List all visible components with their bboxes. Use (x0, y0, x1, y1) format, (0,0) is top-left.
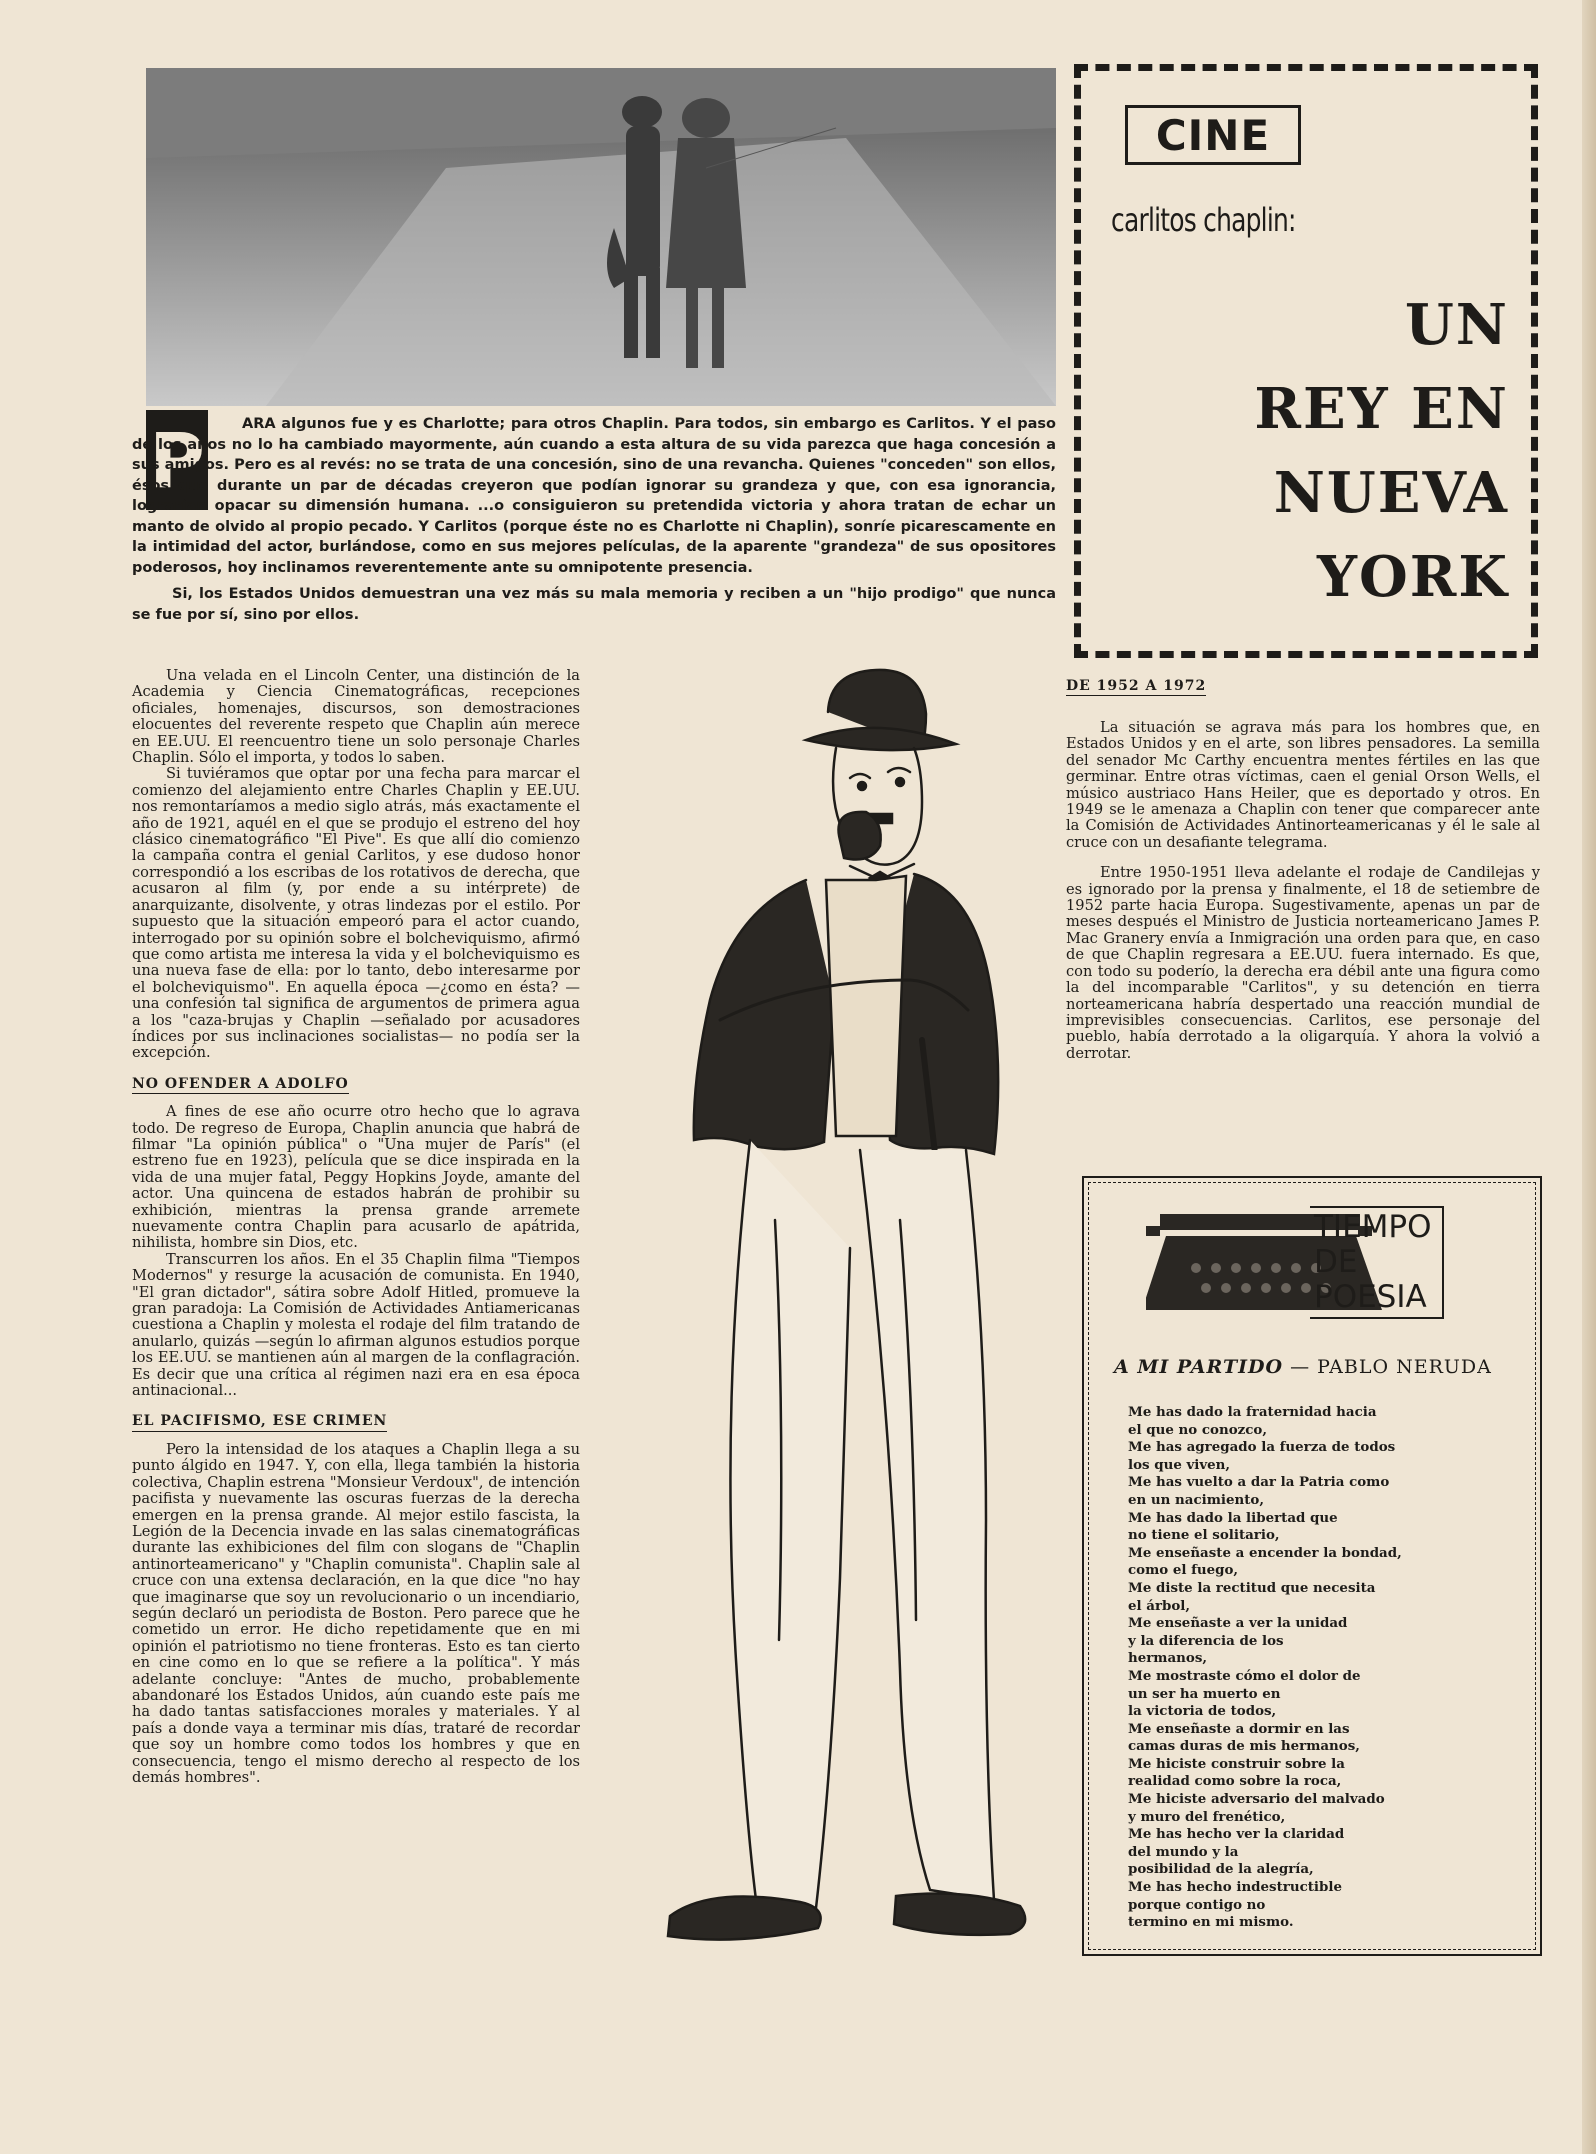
chaplin-illustration (600, 660, 1050, 1960)
poem-line: y la diferencia de los (1128, 1632, 1284, 1649)
poem-line: hermanos, (1128, 1650, 1208, 1667)
poem-line: los que viven, (1128, 1456, 1231, 1473)
poem-line: Me has hecho indestructible (1128, 1879, 1342, 1896)
poetry-box (1082, 1176, 1542, 1956)
poem-line: Me has dado la fraternidad hacia (1128, 1404, 1377, 1420)
poem-line: Me has vuelto a dar la Patria como (1128, 1474, 1390, 1491)
kicker: carlitos chaplin: (1111, 201, 1296, 239)
poem-line: la victoria de todos, (1128, 1703, 1277, 1720)
poem-author: — PABLO NERUDA (1290, 1356, 1492, 1378)
poem-title: A MI PARTIDO (1114, 1356, 1284, 1378)
poem-line: Me enseñaste a encender la bondad, (1128, 1544, 1402, 1561)
poem-line: termino en mi mismo. (1128, 1914, 1294, 1931)
poem-line: Me has dado la libertad que (1128, 1509, 1338, 1526)
drop-cap: P (146, 410, 208, 510)
headline (1109, 283, 1509, 619)
body-paragraph: Entre 1950-1951 lleva adelante el rodaje de Candilejas y es ignorado por la prensa y finalmente, el 18 de setiembre de 1952 parte hacia Europa. Sugestivamente, apenas un par de meses después el Ministro de Justicia norteamericano James P. Mac Granery envía a Inmigración una orden para que, en caso de que Chaplin regresara a EE.UU. fuera internado. Es que, con todo su poderío, la derecha era débil ante una figura como la del incomparable "Carlitos", y su detención en tierra norteamericana habría despertado una reacción mundial de imprevisibles consecuencias. Carlitos, ese personaje del pueblo, había derrotado a la oligarquía. Y ahora la volvió a derrotar. (1066, 864, 1540, 1062)
body-paragraph: Una velada en el Lincoln Center, una distinción de la Academia y Ciencia Cinematográficas, recepciones oficiales, homenajes, discursos, son demostraciones elocuentes del reverente respeto que Chaplin aún merece en EE.UU. El reencuentro tiene un solo personaje Charles Chaplin. Sólo el importa, y todos lo saben. (132, 667, 580, 767)
subhead: EL PACIFISMO, ESE CRIMEN (132, 1413, 387, 1431)
poem-line: en un nacimiento, (1128, 1491, 1264, 1508)
article-column-right (1066, 720, 1540, 1062)
poem-line: el que no conozco, (1128, 1421, 1267, 1438)
poetry-section-title-line: TIEMPO (1314, 1209, 1432, 1245)
headline-line: REY EN (1254, 376, 1509, 442)
body-paragraph: La situación se agrava más para los hombres que, en Estados Unidos y en el arte, son libres pensadores. La semilla del senador Mc Carthy encuentra mentes fértiles en las que germinar. Entre otras víctimas, caen el genial Orson Wells, el músico austriaco Hans Heiler, que es deportado y otros. En 1949 se le amenaza a Chaplin con tener que comparecer ante la Comisión de Actividades Antinorteamericanas y él le sale al cruce con un desafiante telegrama. (1066, 719, 1540, 851)
poem-line: Me has agregado la fuerza de todos (1128, 1439, 1396, 1456)
poetry-section-title-line: DE (1314, 1244, 1358, 1280)
poem-line: camas duras de mis hermanos, (1128, 1738, 1360, 1755)
lead-paragraph-1: ARA algunos fue y es Charlotte; para otros Chaplin. Para todos, sin embargo es Carlitos. Y el paso de los años no lo ha cambiado mayormente, aún cuando a esta altura de su vida parezca que haga concesión a sus amigos. Pero es al revés: no se trata de una concesión, sino de una revancha. Quienes "conceden" son ellos, ésos que durante un par de décadas creyeron que podían ignorar su grandeza y que, con esa ignorancia, lograrían opacar su dimensión humana. ...o consiguieron su pretendida victoria y ahora tratan de echar un manto de olvido al propio pecado. Y Carlitos (porque éste no es Charlotte ni Chaplin), sonríe picarescamente en la intimidad del actor, burlándose, como en sus mejores películas, de la aparente "grandeza" de sus opositores poderosos, hoy inclinamos reverentemente ante su omnipotente presencia. (132, 416, 1056, 576)
body-paragraph: Pero la intensidad de los ataques a Chaplin llega a su punto álgido en 1947. Y, con ella, llega también la historia colectiva, Chaplin estrena "Monsieur Verdoux", de intención pacifista y nuevamente las oscuras fuerzas de la derecha emergen en la prensa grande. Al mejor estilo fascista, la Legión de la Decencia invade en las salas cinematográficas durante las exhibiciones del film con slogans de "Chaplin antinorteamericano" y "Chaplin comunista". Chaplin sale al cruce con una extensa declaración, en la que dice "no hay que imaginarse que soy un revolucionario o un incendiario, según declaró un periodista de Boston. Pero parece que he cometido un error. He dicho repetidamente que en mi opinión el patriotismo no tiene fronteras. Esto es tan cierto en cine como en lo que se refiere a la política". Y más adelante concluye: "Antes de mucho, probablemente abandonaré los Estados Unidos, aún cuando este país me ha dado tantas satisfacciones morales y materiales. Y al país a donde vaya a terminar mis días, trataré de recordar que soy un hombre como todos los hombres y que en consecuencia, tengo el mismo derecho al respecto de los demás hombres". (132, 1440, 580, 1786)
subhead: NO OFENDER A ADOLFO (132, 1076, 349, 1094)
headline-line: UN (1404, 292, 1509, 358)
poem-heading (1114, 1356, 1524, 1378)
poem-line: posibilidad de la alegría, (1128, 1861, 1314, 1878)
poem-text (1128, 1404, 1508, 1932)
body-paragraph: Si tuviéramos que optar por una fecha para marcar el comienzo del alejamiento entre Charles Chaplin y EE.UU. nos remontaríamos a medio siglo atrás, más exactamente el año de 1921, aquél en el que se produjo el estreno del hoy clásico cinematográfico "El Pive". Es que allí dio comienzo la campaña contra el genial Carlitos, y ese dudoso honor correspondió a los escribas de los rotativos de derecha, que acusaron al film (y, por ende a su intérprete) de anarquizante, disolvente, y otras lindezas por el estilo. Por supuesto que la situación empeoró para el actor cuando, interrogado por su opinión sobre el bolcheviquismo, afirmó que como artista me interesa la vida y el bolcheviquismo es una nueva fase de ella: por lo tanto, debo interesarme por el bolcheviquismo". En aquella época —¿como en ésta? —una confesión tal significa de argumentos de primera agua a los "caza-brujas y Chaplin —señalado por acusadores índices por sus inclinaciones socialistas— no podía ser la excepción. (132, 765, 580, 1062)
poem-line: Me has hecho ver la claridad (1128, 1826, 1345, 1843)
headline-line: YORK (1317, 544, 1509, 610)
headline-line: NUEVA (1273, 460, 1509, 526)
subhead: DE 1952 A 1972 (1066, 678, 1207, 694)
poem-line: porque contigo no (1128, 1896, 1266, 1913)
body-paragraph: A fines de ese año ocurre otro hecho que lo agrava todo. De regreso de Europa, Chaplin anuncia que habrá de filmar "La opinión pública" o "Una mujer de París" (el estreno fue en 1923), película que se dice inspirada en la vida de una mujer fatal, Peggy Hopkins Joyde, amante del actor. Una quincena de estados habrán de prohibir su exhibición, mientras la prensa grande arremete nuevamente contra Chaplin para acusarlo de apátrida, nihilista, hombre sin Dios, etc. (132, 1103, 580, 1252)
poem-line: Me hiciste adversario del malvado (1128, 1791, 1385, 1808)
typewriter-icon (1146, 1208, 1406, 1318)
poem-line: como el fuego, (1128, 1562, 1239, 1579)
section-label: CINE (1125, 105, 1301, 165)
poem-line: del mundo y la (1128, 1843, 1239, 1860)
poem-line: y muro del frenético, (1128, 1808, 1286, 1825)
poem-line: no tiene el solitario, (1128, 1527, 1280, 1544)
poem-line: Me diste la rectitud que necesita (1128, 1579, 1376, 1596)
poem-line: el árbol, (1128, 1597, 1191, 1614)
lead-paragraph-2: Si, los Estados Unidos demuestran una vez más su mala memoria y reciben a un "hijo prodigo" que nunca se fue por sí, sino por ellos. (132, 586, 1056, 623)
article-column-left (132, 668, 580, 1786)
poetry-section-title (1310, 1206, 1444, 1319)
poetry-section-title-line: POESIA (1314, 1279, 1427, 1315)
body-paragraph: Transcurren los años. En el 35 Chaplin filma "Tiempos Modernos" y resurge la acusación de comunista. En 1940, "El gran dictador", sátira sobre Adolf Hitled, promueve la gran paradoja: La Comisión de Actividades Antiamericanas cuestiona a Chaplin y molesta el rodaje del film tratando de anularlo, quizás —según lo afirman algunos estudios porque los EE.UU. se mantienen aún al margen de la conflagración. Es decir que una crítica al régimen nazi era en esa época antinacional... (132, 1250, 580, 1400)
headline-box (1074, 64, 1538, 658)
lead-paragraphs (132, 414, 1056, 625)
poem-line: Me enseñaste a ver la unidad (1128, 1615, 1348, 1632)
poem-line: Me mostraste cómo el dolor de (1128, 1667, 1361, 1684)
top-photo-chaplin-walking (146, 68, 1056, 406)
poem-line: Me hiciste construir sobre la (1128, 1755, 1345, 1772)
poem-line: realidad como sobre la roca, (1128, 1773, 1342, 1790)
poem-line: Me enseñaste a dormir en las (1128, 1720, 1350, 1737)
poem-line: un ser ha muerto en (1128, 1685, 1281, 1702)
page-edge (1582, 0, 1596, 2154)
